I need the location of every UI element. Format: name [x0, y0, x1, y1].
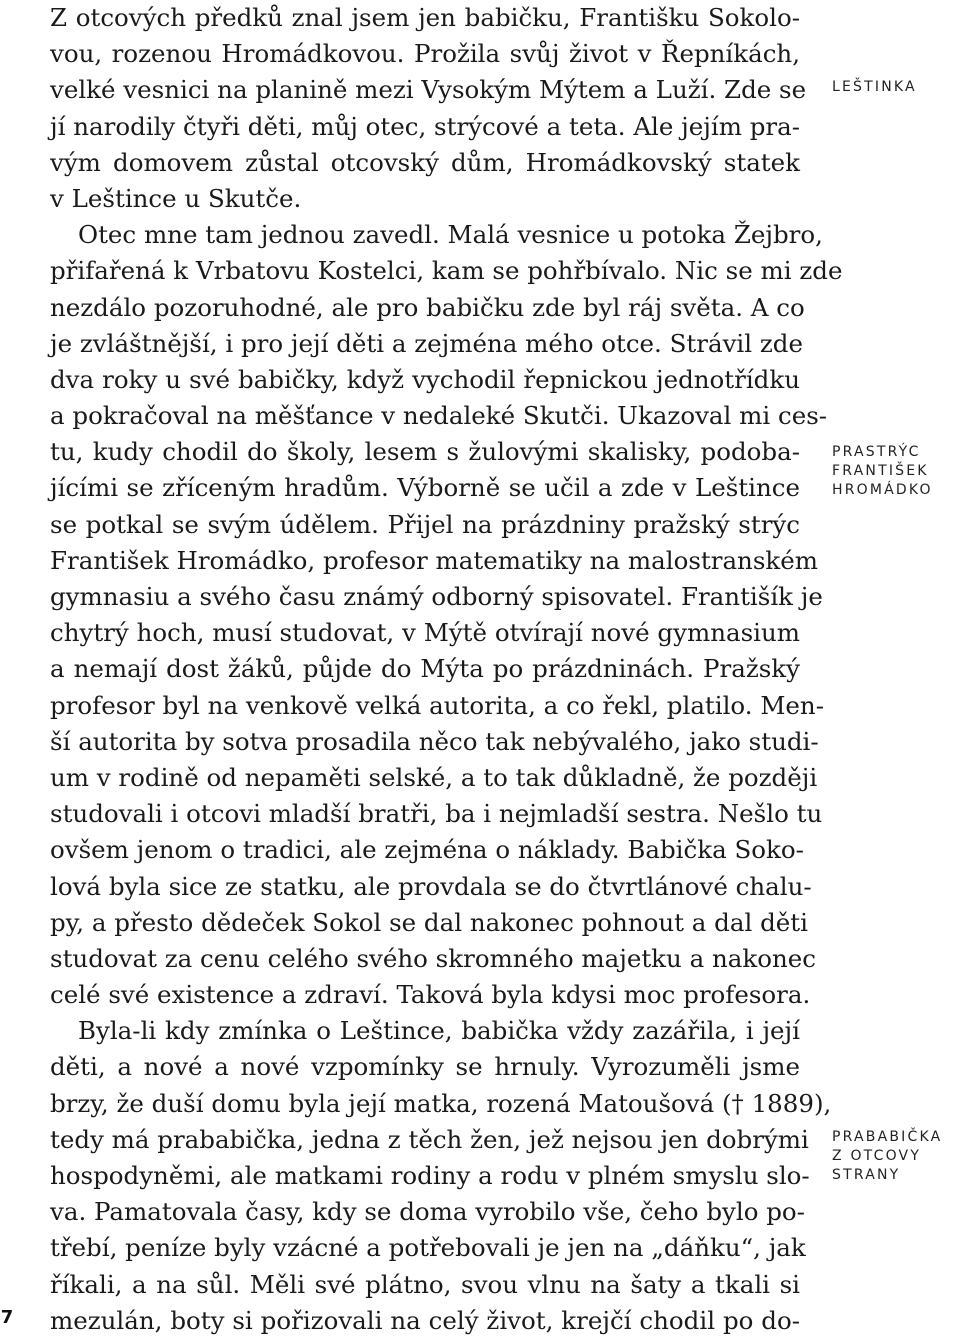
margin-note-line: Z OTCOVY — [832, 1148, 922, 1164]
margin-note-line: FRANTIŠEK — [832, 463, 929, 479]
body-line: říkali, a na sůl. Měli své plátno, svou vlnu na šaty a tkali si — [50, 1269, 800, 1299]
body-line: um v rodině od nepaměti selské, a to tak důkladně, že později — [50, 762, 818, 792]
body-line: studovat za cenu celého svého skromného majetku a nakonec — [50, 943, 816, 973]
margin-note-line: PRASTRÝC — [832, 444, 921, 460]
body-line: brzy, že duší domu byla její matka, rozená Matoušová († 1889), — [50, 1088, 832, 1118]
body-line: jícími se zříceným hradům. Výborně se učil a zde v Leštince — [50, 473, 800, 503]
body-line: gymnasiu a svého času známý odborný spisovatel. Františík je — [50, 582, 823, 611]
body-line: Z otcových předků znal jsem jen babičku, Františku Sokolo- — [50, 3, 800, 32]
body-line: hospodyněmi, ale matkami rodiny a rodu v plném smyslu slo- — [50, 1161, 810, 1190]
body-line: v Leštince u Skutče. — [50, 183, 302, 213]
body-line: py, a přesto dědeček Sokol se dal nakonec pohnout a dal děti — [50, 907, 808, 937]
body-line: dva roky u své babičky, když vychodil řepnickou jednotřídku — [50, 364, 800, 394]
margin-note-line: STRANY — [832, 1167, 901, 1183]
body-line: mezulán, boty si pořizovali na celý život, krejčí chodil po do- — [50, 1305, 800, 1335]
body-line: studovali i otcovi mladší bratři, ba i nejmladší sestra. Nešlo tu — [50, 799, 823, 829]
body-line: je zvláštnější, i pro její děti a zejména mého otce. Strávil zde — [50, 328, 803, 358]
body-line: Byla-li kdy zmínka o Leštince, babička vždy zazářila, i její — [78, 1016, 800, 1046]
body-line: velké vesnici na planině mezi Vysokým Mýtem a Luží. Zde se — [50, 75, 807, 105]
body-line: nezdálo pozoruhodné, ale pro babičku zde byl ráj světa. A co — [50, 292, 805, 322]
body-line: a nemají dost žáků, půjde do Mýta po prázdninách. Pražský — [50, 654, 800, 684]
body-line: vou, rozenou Hromádkovou. Prožila svůj život v Řepníkách, — [50, 39, 800, 69]
body-line: František Hromádko, profesor matematiky na malostranském — [50, 545, 818, 575]
body-line: Otec mne tam jednou zavedl. Malá vesnice u potoka Žejbro, — [78, 220, 823, 250]
body-line: přifařená k Vrbatovu Kostelci, kam se pohřbívalo. Nic se mi zde — [50, 256, 843, 286]
body-line: a pokračoval na měšťance v nedaleké Skutči. Ukazoval mi ces- — [50, 401, 828, 431]
margin-note-lestinka — [832, 78, 960, 97]
body-line: profesor byl na venkově velká autorita, a co řekl, platilo. Men- — [50, 690, 824, 720]
margin-note-line: HROMÁDKO — [832, 482, 933, 498]
margin-note-line: PRABABIČKA — [832, 1129, 943, 1145]
body-text — [50, 0, 843, 1339]
body-line: ší autorita by sotva prosadila něco tak nebývalého, jako studi- — [50, 726, 819, 756]
body-line: vým domovem zůstal otcovský dům, Hromádkovský statek — [50, 147, 800, 177]
body-line: celé své existence a zdraví. Taková byla kdysi moc profesora. — [50, 980, 811, 1010]
body-line: va. Pamatovala časy, kdy se doma vyrobilo vše, čeho bylo po- — [50, 1197, 805, 1227]
body-line: ovšem jenom o tradici, ale zejména o náklady. Babička Soko- — [50, 835, 804, 865]
margin-note-line: LEŠTINKA — [832, 79, 917, 95]
body-line: chytrý hoch, musí studovat, v Mýtě otvírají nové gymnasium — [50, 618, 800, 648]
margin-note-prastryc — [832, 443, 960, 500]
body-line: tu, kudy chodil do školy, lesem s žulovými skalisky, podoba- — [50, 437, 800, 467]
body-line: tedy má prababička, jedna z těch žen, jež nejsou jen dobrými — [50, 1124, 809, 1154]
body-line: se potkal se svým údělem. Přijel na prázdniny pražský strýc — [50, 509, 800, 539]
margin-note-prababicka — [832, 1128, 960, 1185]
body-line: jí narodily čtyři děti, můj otec, strýcové a teta. Ale jejím pra- — [50, 111, 801, 141]
body-line: děti, a nové a nové vzpomínky se hrnuly. Vyrozuměli jsme — [50, 1052, 800, 1082]
body-line: třebí, peníze byly vzácné a potřebovali je jen na „dáňku“, jak — [50, 1233, 806, 1263]
body-line: lová byla sice ze statku, ale provdala se do čtvrtlánové chalu- — [50, 871, 812, 901]
page-number: 7 — [0, 1307, 14, 1328]
